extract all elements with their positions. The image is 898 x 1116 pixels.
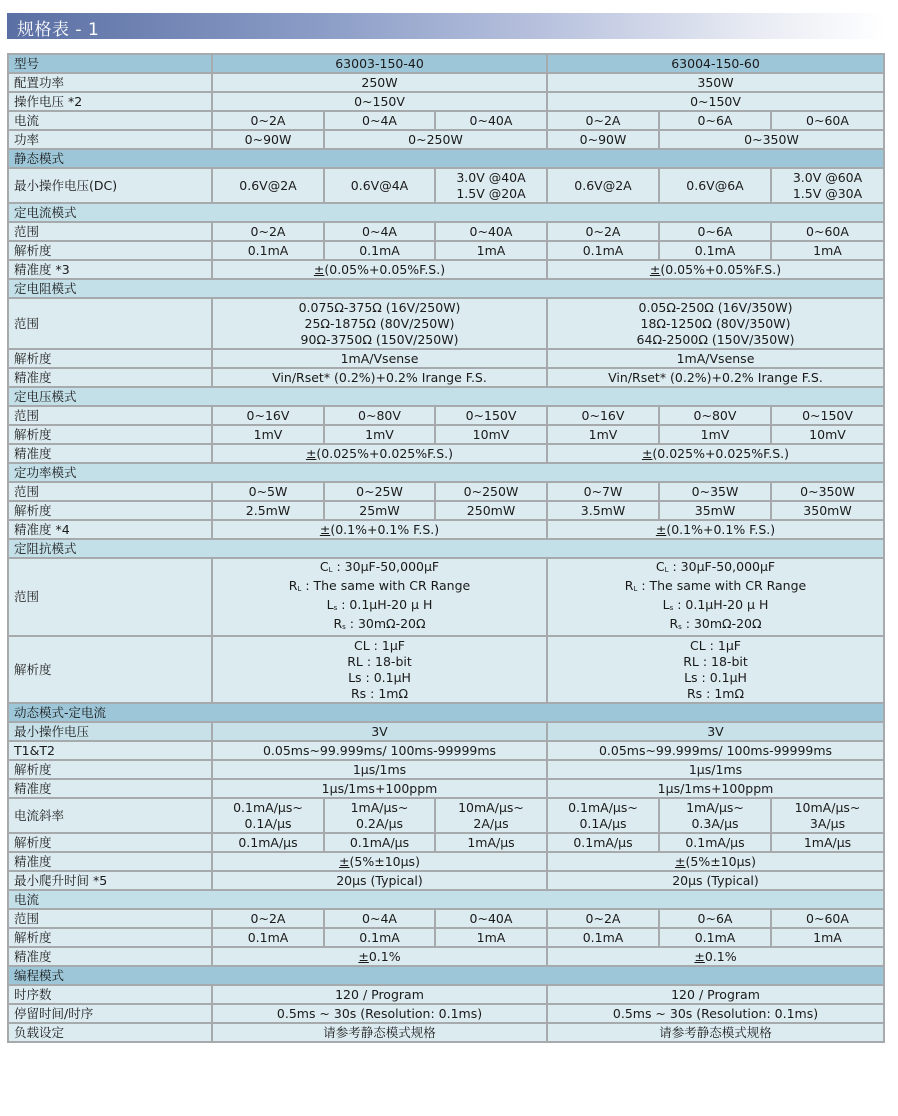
table-row [8,1023,884,1042]
cell: 0.1mA [659,928,771,947]
section-header-cp [8,463,884,482]
cell: 1μs/1ms [212,760,547,779]
row-label: 范围 [8,909,212,928]
section-header-cv [8,387,884,406]
table-row [8,852,884,871]
title-bar [7,13,887,39]
cell: 3V [547,722,884,741]
cell: 0~25W [324,482,435,501]
cell: 1μs/1ms+100ppm [212,779,547,798]
section-title: 定电压模式 [8,387,884,406]
cell: 250mW [435,501,547,520]
row-label: 范围 [8,298,212,349]
cell: 0.1mA [324,928,435,947]
cell: 0.1mA/μs [324,833,435,852]
row-label: 范围 [8,406,212,425]
cell: ±(5%±10μs) [547,852,884,871]
table-row [8,947,884,966]
section-header-cc [8,203,884,222]
cell: 0.05ms~99.999ms/ 100ms-99999ms [212,741,547,760]
cell: 0~4A [324,111,435,130]
model-a: 63003-150-40 [212,54,547,73]
cell: 0.05ms~99.999ms/ 100ms-99999ms [547,741,884,760]
row-label: 精准度 [8,852,212,871]
cell: 0~40A [435,111,547,130]
cell: 0.1mA [212,928,324,947]
table-row [8,111,884,130]
section-title: 电流 [8,890,884,909]
cell: 0~150V [547,92,884,111]
page-title: 规格表 - 1 [17,20,100,40]
cell: 0~2A [547,909,659,928]
table-row [8,130,884,149]
cell: 3.0V @40A 1.5V @20A [435,168,547,203]
row-label: 精准度 [8,947,212,966]
cell: 0~5W [212,482,324,501]
table-row [8,444,884,463]
cell: 0~150V [212,92,547,111]
row-label: 解析度 [8,241,212,260]
cell: 0~60A [771,222,884,241]
cell: 请参考静态模式规格 [547,1023,884,1042]
cell: CL : 1μF RL : 18-bit Ls : 0.1μH Rs : 1mΩ [547,636,884,703]
cell: 1mA/Vsense [547,349,884,368]
table-row [8,985,884,1004]
section-title: 动态模式-定电流 [8,703,884,722]
row-label: 配置功率 [8,73,212,92]
row-label: 最小操作电压 [8,722,212,741]
row-label: 停留时间/时序 [8,1004,212,1023]
cell: 0.1mA [212,241,324,260]
cell: 0.1mA/μs [659,833,771,852]
cell: 0~2A [212,111,324,130]
row-label: 最小爬升时间 *5 [8,871,212,890]
row-label: 解析度 [8,501,212,520]
row-label: 精准度 [8,779,212,798]
cell: 1mV [324,425,435,444]
cell: 10mA/μs~ 3A/μs [771,798,884,833]
table-row [8,798,884,833]
cell: 0.1mA/μs~ 0.1A/μs [212,798,324,833]
row-label: 操作电压 *2 [8,92,212,111]
table-row [8,349,884,368]
cell: 0.1mA [547,241,659,260]
table-row [8,168,884,203]
row-label: 解析度 [8,928,212,947]
cell: 1mV [547,425,659,444]
row-label: 型号 [8,54,212,73]
row-label: 解析度 [8,425,212,444]
cell: 350W [547,73,884,92]
cell: 0.1mA/μs [212,833,324,852]
section-header-dynamic [8,703,884,722]
table-row [8,482,884,501]
cell: 0~40A [435,222,547,241]
cell: ±(0.1%+0.1% F.S.) [212,520,547,539]
row-label: 最小操作电压(DC) [8,168,212,203]
cell: 1μs/1ms+100ppm [547,779,884,798]
cell: 0~250W [435,482,547,501]
row-label: 功率 [8,130,212,149]
row-label: 精准度 [8,368,212,387]
section-title: 定功率模式 [8,463,884,482]
cell: 1mA/Vsense [212,349,547,368]
table-row [8,558,884,636]
row-label: 解析度 [8,833,212,852]
table-row [8,741,884,760]
table-row [8,520,884,539]
cell: 0~6A [659,111,771,130]
section-header-program [8,966,884,985]
cell: 0.5ms ~ 30s (Resolution: 0.1ms) [212,1004,547,1023]
table-row [8,909,884,928]
row-label: 精准度 *4 [8,520,212,539]
cell: CL : 1μF RL : 18-bit Ls : 0.1μH Rs : 1mΩ [212,636,547,703]
model-row [8,54,884,73]
cell: 250W [212,73,547,92]
cell: 0.1mA [324,241,435,260]
cell: 25mW [324,501,435,520]
cell: ±(0.05%+0.05%F.S.) [547,260,884,279]
row-label: 电流斜率 [8,798,212,833]
cell: Vin/Rset* (0.2%)+0.2% Irange F.S. [212,368,547,387]
cell: 1mA [435,241,547,260]
table-row [8,260,884,279]
cell: ±(0.05%+0.05%F.S.) [212,260,547,279]
cell: 1mV [659,425,771,444]
section-title: 静态模式 [8,149,884,168]
table-row [8,833,884,852]
cell: 1mA [435,928,547,947]
row-label: 解析度 [8,349,212,368]
cell: 10mA/μs~ 2A/μs [435,798,547,833]
section-title: 定电流模式 [8,203,884,222]
cell: 1mA [771,928,884,947]
row-label: 解析度 [8,636,212,703]
cell: 0.1mA/μs~ 0.1A/μs [547,798,659,833]
table-row [8,501,884,520]
cell: 10mV [771,425,884,444]
section-title: 定电阻模式 [8,279,884,298]
cell: 0.6V@4A [324,168,435,203]
cell: 0.05Ω-250Ω (16V/350W) 18Ω-1250Ω (80V/350W) 64Ω-2500Ω (150V/350W) [547,298,884,349]
cell: 1μs/1ms [547,760,884,779]
cell: 0~350W [659,130,884,149]
cell: 0.075Ω-375Ω (16V/250W) 25Ω-1875Ω (80V/250W) 90Ω-3750Ω (150V/250W) [212,298,547,349]
cell: 0~80V [324,406,435,425]
row-label: 解析度 [8,760,212,779]
cell: 0~2A [547,222,659,241]
table-row [8,241,884,260]
cell: 0~60A [771,909,884,928]
cell: $C_L$ : 30μF-50,000μF $R_L$ : The same with CR Range $L_s$ : 0.1μH-20 μ H $R_s$ : 30mΩ-20Ω [212,558,547,636]
cell: 1mA/μs~ 0.2A/μs [324,798,435,833]
cell: 2.5mW [212,501,324,520]
table-row [8,636,884,703]
row-label: 精准度 [8,444,212,463]
cell: 0~16V [212,406,324,425]
row-label: 范围 [8,482,212,501]
cell: 120 / Program [212,985,547,1004]
row-label: 精准度 *3 [8,260,212,279]
cell: 0.1mA [659,241,771,260]
cell: 3V [212,722,547,741]
row-label: 电流 [8,111,212,130]
cell: 1mA [771,241,884,260]
cell: 0~40A [435,909,547,928]
cell: 0~60A [771,111,884,130]
cell: 请参考静态模式规格 [212,1023,547,1042]
cell: 0.6V@2A [212,168,324,203]
table-row [8,779,884,798]
cell: 3.5mW [547,501,659,520]
table-row [8,222,884,241]
cell: 0.6V@2A [547,168,659,203]
row-label: 范围 [8,558,212,636]
cell: 0~35W [659,482,771,501]
table-row [8,298,884,349]
cell: 20μs (Typical) [212,871,547,890]
section-header-cr [8,279,884,298]
cell: 120 / Program [547,985,884,1004]
cell: 0~6A [659,909,771,928]
section-title: 编程模式 [8,966,884,985]
cell: 1mA/μs~ 0.3A/μs [659,798,771,833]
table-row [8,1004,884,1023]
cell: 0~4A [324,222,435,241]
cell: 0.1mA/μs [547,833,659,852]
table-row [8,871,884,890]
row-label: T1&T2 [8,741,212,760]
cell: ±0.1% [212,947,547,966]
cell: 0~7W [547,482,659,501]
cell: 0~90W [547,130,659,149]
table-row [8,368,884,387]
cell: 35mW [659,501,771,520]
cell: ±(0.025%+0.025%F.S.) [547,444,884,463]
cell: ±(5%±10μs) [212,852,547,871]
section-title: 定阻抗模式 [8,539,884,558]
cell: 0.5ms ~ 30s (Resolution: 0.1ms) [547,1004,884,1023]
table-row [8,722,884,741]
row-label: 负载设定 [8,1023,212,1042]
cell: Vin/Rset* (0.2%)+0.2% Irange F.S. [547,368,884,387]
table-row [8,406,884,425]
cell: 0~150V [435,406,547,425]
cell: 0~16V [547,406,659,425]
cell: 0~2A [212,909,324,928]
cell: 350mW [771,501,884,520]
cell: 0~6A [659,222,771,241]
table-row [8,928,884,947]
section-header-current [8,890,884,909]
section-header-static [8,149,884,168]
cell: 0.6V@6A [659,168,771,203]
cell: 0~150V [771,406,884,425]
model-b: 63004-150-60 [547,54,884,73]
table-row [8,760,884,779]
cell: 0~90W [212,130,324,149]
cell: 0.1mA [547,928,659,947]
cell: $C_L$ : 30μF-50,000μF $R_L$ : The same with CR Range $L_s$ : 0.1μH-20 μ H $R_s$ : 30mΩ-20Ω [547,558,884,636]
cell: 10mV [435,425,547,444]
cell: 20μs (Typical) [547,871,884,890]
cell: 0~80V [659,406,771,425]
spec-table [7,53,885,1043]
section-header-cz [8,539,884,558]
cell: 1mV [212,425,324,444]
cell: 0~250W [324,130,547,149]
cell: 1mA/μs [771,833,884,852]
row-label: 时序数 [8,985,212,1004]
cell: 0~2A [547,111,659,130]
row-label: 范围 [8,222,212,241]
cell: ±(0.1%+0.1% F.S.) [547,520,884,539]
cell: 3.0V @60A 1.5V @30A [771,168,884,203]
cell: 0~350W [771,482,884,501]
table-row [8,73,884,92]
cell: ±0.1% [547,947,884,966]
table-row [8,92,884,111]
cell: 0~4A [324,909,435,928]
cell: ±(0.025%+0.025%F.S.) [212,444,547,463]
cell: 0~2A [212,222,324,241]
table-row [8,425,884,444]
cell: 1mA/μs [435,833,547,852]
